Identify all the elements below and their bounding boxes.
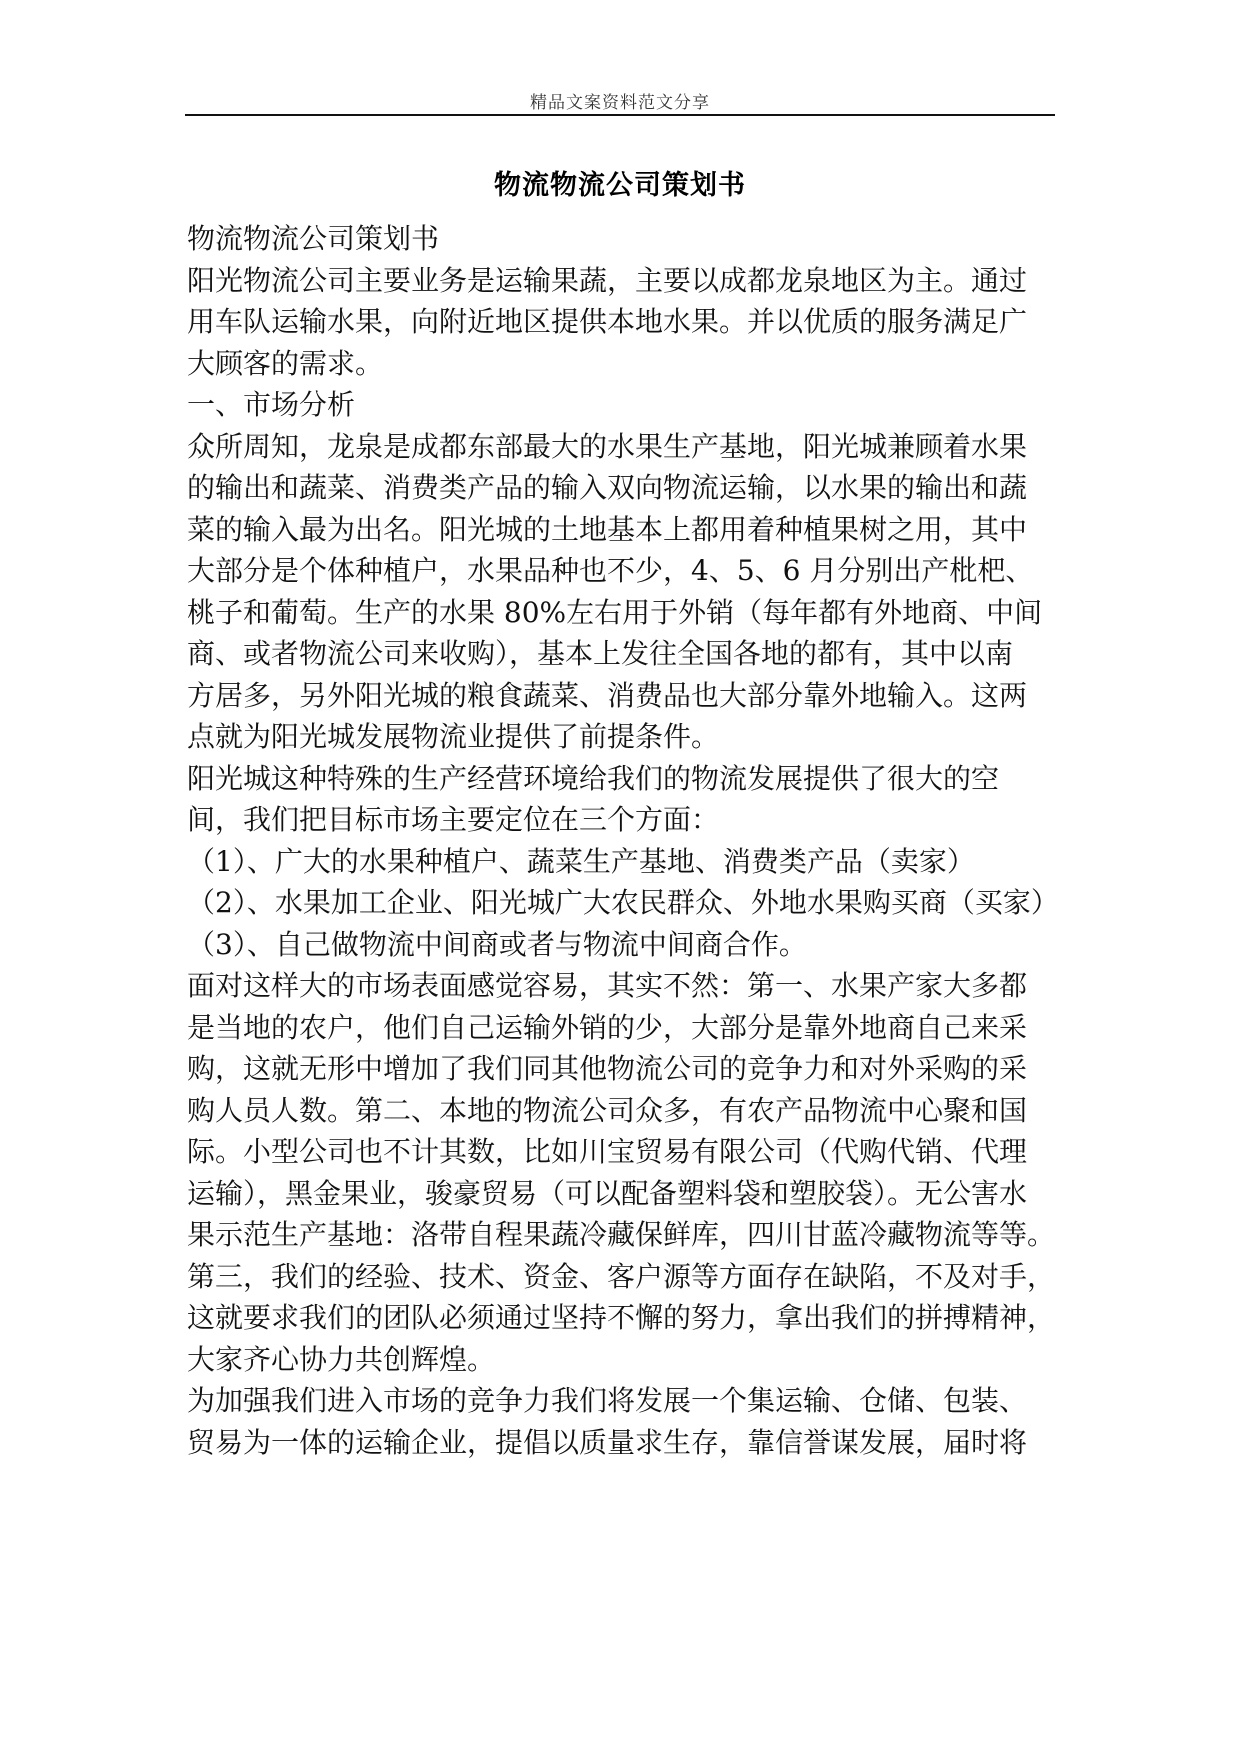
document-body	[187, 218, 1057, 1463]
body-line: 间，我们把目标市场主要定位在三个方面：	[187, 803, 720, 836]
body-line: （3）、自己做物流中间商或者与物流中间商合作。	[187, 927, 807, 961]
body-line: 一、市场分析	[187, 388, 356, 421]
body-line: 面对这样大的市场表面感觉容易，其实不然：第一、水果产家大多都	[187, 969, 1028, 1002]
body-line: 商、或者物流公司来收购），基本上发往全国各地的都有，其中以南	[187, 637, 1014, 670]
body-line: 众所周知，龙泉是成都东部最大的水果生产基地，阳光城兼顾着水果	[187, 429, 1028, 463]
document-title: 物流物流公司策划书	[494, 170, 746, 201]
body-line: 用车队运输水果，向附近地区提供本地水果。并以优质的服务满足广	[187, 305, 1028, 338]
body-line: 际。小型公司也不计其数，比如川宝贸易有限公司（代购代销、代理	[187, 1135, 1028, 1168]
body-line: 大部分是个体种植户，水果品种也不少，4、5、6 月分别出产枇杷、	[187, 554, 1034, 587]
body-line: 购，这就无形中增加了我们同其他物流公司的竞争力和对外采购的采	[187, 1052, 1028, 1085]
body-line: 阳光城这种特殊的生产经营环境给我们的物流发展提供了很大的空	[187, 761, 1000, 795]
body-line: 第三，我们的经验、技术、资金、客户源等方面存在缺陷，不及对手，	[187, 1259, 1056, 1293]
body-line: 菜的输入最为出名。阳光城的土地基本上都用着种植果树之用，其中	[187, 512, 1028, 546]
body-line: （2）、水果加工企业、阳光城广大农民群众、外地水果购买商（买家）	[187, 886, 1059, 919]
body-line: 方居多，另外阳光城的粮食蔬菜、消费品也大部分靠外地输入。这两	[187, 678, 1028, 712]
body-line: 是当地的农户，他们自己运输外销的少，大部分是靠外地商自己来采	[187, 1010, 1028, 1044]
body-line: 运输），黑金果业，骏豪贸易（可以配备塑料袋和塑胶袋）。无公害水	[187, 1176, 1028, 1210]
running-header: 精品文案资料范文分享	[530, 93, 710, 113]
body-line: 大顾客的需求。	[187, 346, 384, 380]
body-line: 物流物流公司策划书	[187, 222, 440, 255]
body-line: 购人员人数。第二、本地的物流公司众多，有农产品物流中心聚和国	[187, 1093, 1028, 1127]
body-line: 这就要求我们的团队必须通过坚持不懈的努力，拿出我们的拼搏精神，	[187, 1301, 1056, 1334]
body-line: 贸易为一体的运输企业，提倡以质量求生存，靠信誉谋发展，届时将	[187, 1425, 1028, 1459]
body-line: （1）、广大的水果种植户、蔬菜生产基地、消费类产品（卖家）	[187, 844, 975, 878]
body-line: 为加强我们进入市场的竞争力我们将发展一个集运输、仓储、包装、	[187, 1384, 1028, 1417]
header-divider	[185, 114, 1055, 116]
body-line: 的输出和蔬菜、消费类产品的输入双向物流运输，以水果的输出和蔬	[187, 471, 1028, 504]
body-line: 果示范生产基地：洛带自程果蔬冷藏保鲜库，四川甘蓝冷藏物流等等。	[187, 1218, 1056, 1251]
body-line: 大家齐心协力共创辉煌。	[187, 1342, 496, 1376]
body-line: 阳光物流公司主要业务是运输果蔬，主要以成都龙泉地区为主。通过	[187, 263, 1028, 297]
body-line: 点就为阳光城发展物流业提供了前提条件。	[187, 720, 720, 753]
body-line: 桃子和葡萄。生产的水果 80%左右用于外销（每年都有外地商、中间	[187, 595, 1043, 629]
